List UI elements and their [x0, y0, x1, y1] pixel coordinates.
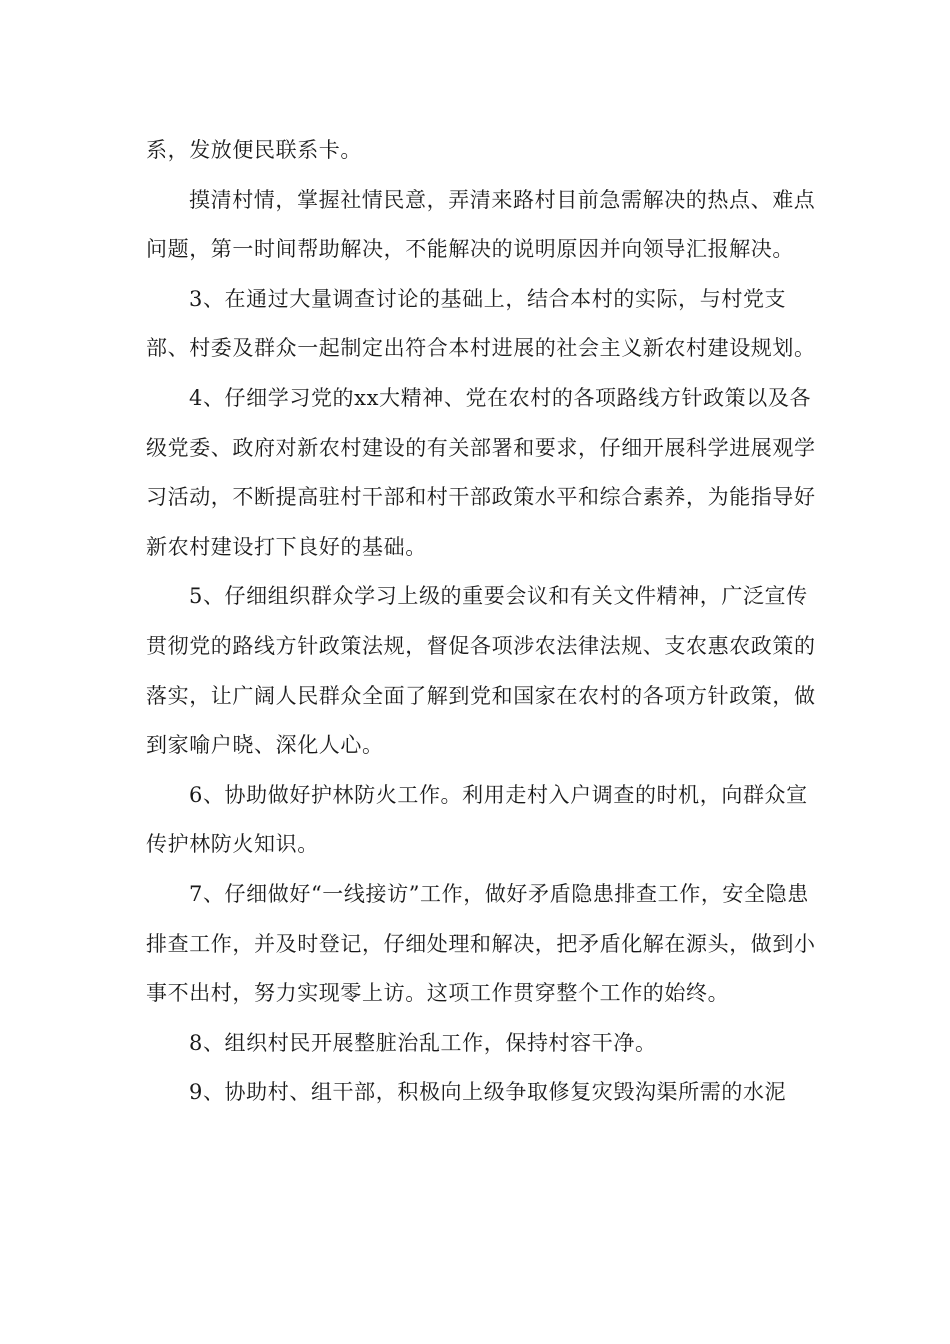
- paragraph-2: 3、在通过大量调查讨论的基础上，结合本村的实际，与村党支部、村委及群众一起制定出符合本村进展的社会主义新农村建设规划。: [146, 286, 816, 361]
- paragraph-3: 4、仔细学习党的xx大精神、党在农村的各项路线方针政策以及各级党委、政府对新农村建设的有关部署和要求，仔细开展科学进展观学习活动，不断提高驻村干部和村干部政策水平和综合素养，为能指导好新农村建设打下良好的基础。: [146, 385, 816, 559]
- paragraph-8: 9、协助村、组干部，积极向上级争取修复灾毁沟渠所需的水泥: [189, 1080, 787, 1105]
- paragraph-1: 摸清村情，掌握社情民意，弄清来路村目前急需解决的热点、难点问题，第一时间帮助解决，不能解决的说明原因并向领导汇报解决。: [146, 187, 816, 262]
- paragraph-4: 5、仔细组织群众学习上级的重要会议和有关文件精神，广泛宣传贯彻党的路线方针政策法规，督促各项涉农法律法规、支农惠农政策的落实，让广阔人民群众全面了解到党和国家在农村的各项方针政策，做到家喻户晓、深化人心。: [146, 584, 816, 758]
- paragraph-5: 6、协助做好护林防火工作。利用走村入户调查的时机，向群众宣传护林防火知识。: [146, 782, 808, 857]
- document-body: [146, 126, 816, 1118]
- paragraph-6: 7、仔细做好“一线接访”工作，做好矛盾隐患排查工作，安全隐患排查工作，并及时登记，仔细处理和解决，把矛盾化解在源头，做到小事不出村，努力实现零上访。这项工作贯穿整个工作的始终。: [146, 881, 816, 1006]
- paragraph-0: 系，发放便民联系卡。: [146, 138, 362, 162]
- paragraph-7: 8、组织村民开展整脏治乱工作，保持村容干净。: [189, 1030, 657, 1055]
